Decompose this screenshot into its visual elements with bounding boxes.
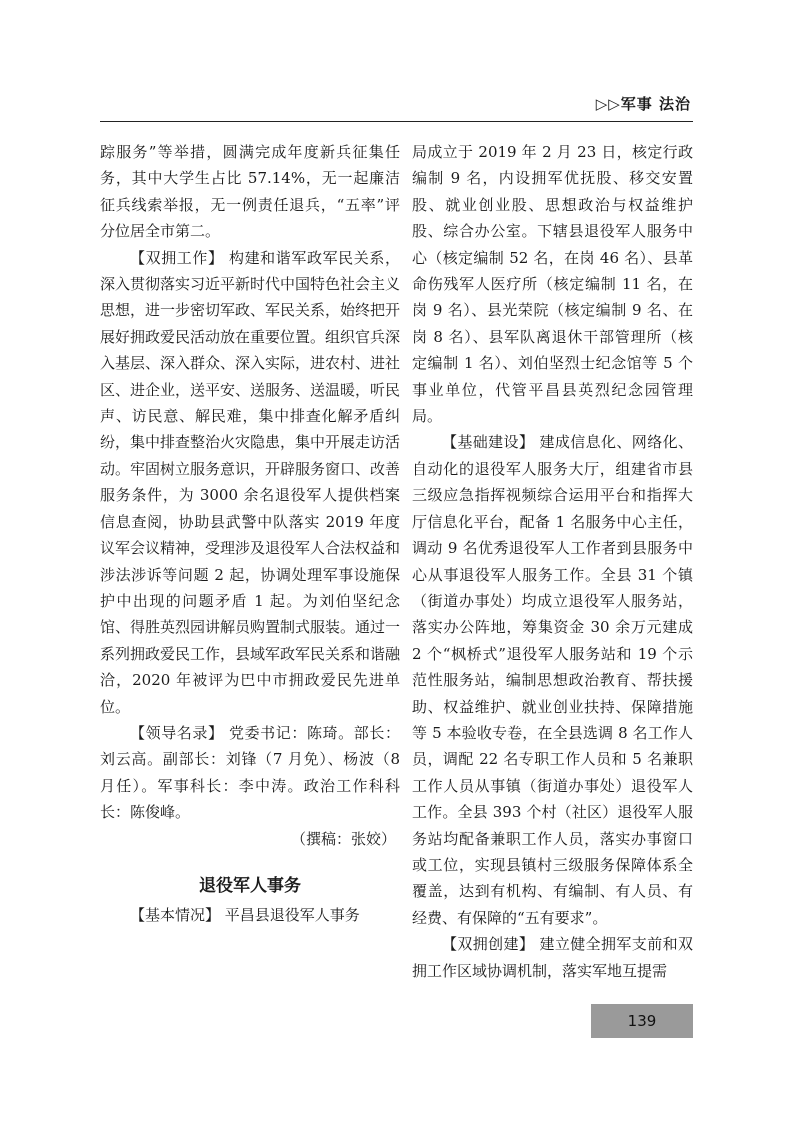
- paragraph-leadership-roster: [100, 720, 400, 826]
- paragraph-continuation: [100, 139, 400, 245]
- paragraph-text: 建立健全拥军支前和双拥工作区域协调机制，落实军地互提需: [412, 935, 693, 980]
- section-header: ▷▷军事 法治: [595, 95, 691, 113]
- paragraph-continuation: [412, 139, 693, 429]
- paragraph-double-support-work: [100, 245, 400, 720]
- paragraph-infrastructure: [412, 429, 693, 931]
- right-column: [412, 139, 693, 984]
- paragraph-basic-info: [100, 902, 400, 928]
- paragraph-text: 构建和谐军政军民关系，深入贯彻落实习近平新时代中国特色社会主义思想，进一步密切军政、军民关系，始终把开展好拥政爱民活动放在重要位置。组织官兵深入基层、深入群众、深入实际，进农村、进社区、进企业，送平安、送服务、送温暖，听民声、访民意、解民难，集中排查化解矛盾纠纷，集中排查整治火灾隐患，集中开展走访活动。牢固树立服务意识，开辟服务窗口、改善服务条件，为 3000 余名退役军人提供档案信息查阅，协助县武警中队落实 2019 年度议军会议精神，受理涉及退役军人合法权益和涉法涉诉等问题 2 起，协调处理军事设施保护中出现的问题矛盾 1 起。为刘伯坚纪念馆、得胜英烈园讲解员购置制式服装。通过一系列拥政爱民工作，县域军政军民关系和谐融洽，2020 年被评为巴中市拥政爱民先进单位。: [100, 248, 401, 716]
- paragraph-heading-tag: 【基本情况】: [130, 905, 221, 924]
- paragraph-heading-tag: 【双拥工作】: [130, 248, 224, 267]
- page-number-box: [591, 1004, 693, 1038]
- paragraph-text: 建成信息化、网络化、自动化的退役军人服务大厅，组建省市县三级应急指挥视频综合运用平台和指挥大厅信息化平台，配备 1 名服务中心主任，调动 9 名优秀退役军人工作者到县服务中心从事退役军人服务工作。全县 31 个镇（街道办事处）均成立退役军人服务站，落实办公阵地，筹集资金 30 余万元建成 2 个“枫桥式”退役军人服务站和 19 个示范性服务站，编制思想政治教育、帮扶援助、权益维护、就业创业扶持、保障措施等 5 本验收专卷，在全县选调 8 名工作人员，调配 22 名专职工作人员和 5 名兼职工作人员从事镇（街道办事处）退役军人工作。全县 393 个村（社区）退役军人服务站均配备兼职工作人员，落实办事窗口或工位，实现县镇村三级服务保障体系全覆盖，达到有机构、有编制、有人员、有经费、有保障的“五有要求”。: [412, 433, 693, 927]
- paragraph-text: 平昌县退役军人事务: [224, 905, 360, 924]
- header-rule: [100, 121, 693, 122]
- paragraph-heading-tag: 【基础建设】: [442, 433, 535, 452]
- paragraph-heading-tag: 【双拥创建】: [442, 935, 535, 954]
- author-signature: （撰稿：张姣）: [290, 829, 396, 848]
- paragraph-double-support-creation: [412, 931, 693, 984]
- section-title: 退役军人事务: [199, 875, 301, 896]
- paragraph-text: 踪服务”等举措，圆满完成年度新兵征集任务，其中大学生占比 57.14%，无一起廉洁征兵线索举报，无一例责任退兵，“五率”评分位居全市第二。: [100, 143, 400, 241]
- page-number: 139: [627, 1012, 657, 1030]
- paragraph-heading-tag: 【领导名录】: [130, 723, 224, 742]
- left-column: [100, 139, 400, 928]
- paragraph-text: 局成立于 2019 年 2 月 23 日，核定行政编制 9 名，内设拥军优抚股、移交安置股、就业创业股、思想政治与权益维护股、综合办公室。下辖县退役军人服务中心（核定编制 52 名，在岗 46 名）、县革命伤残军人医疗所（核定编制 11 名，在岗 9 名）、县光荣院（核定编制 9 名、在岗 8 名）、县军队离退休干部管理所（核定编制 1 名）、刘伯坚烈士纪念馆等 5 个事业单位，代管平昌县英烈纪念园管理局。: [412, 143, 693, 426]
- paragraph-text: 党委书记：陈琦。部长：刘云高。副部长：刘锋（7 月免）、杨波（8 月任）。军事科长：李中涛。政治工作科科长：陈俊峰。: [100, 723, 400, 822]
